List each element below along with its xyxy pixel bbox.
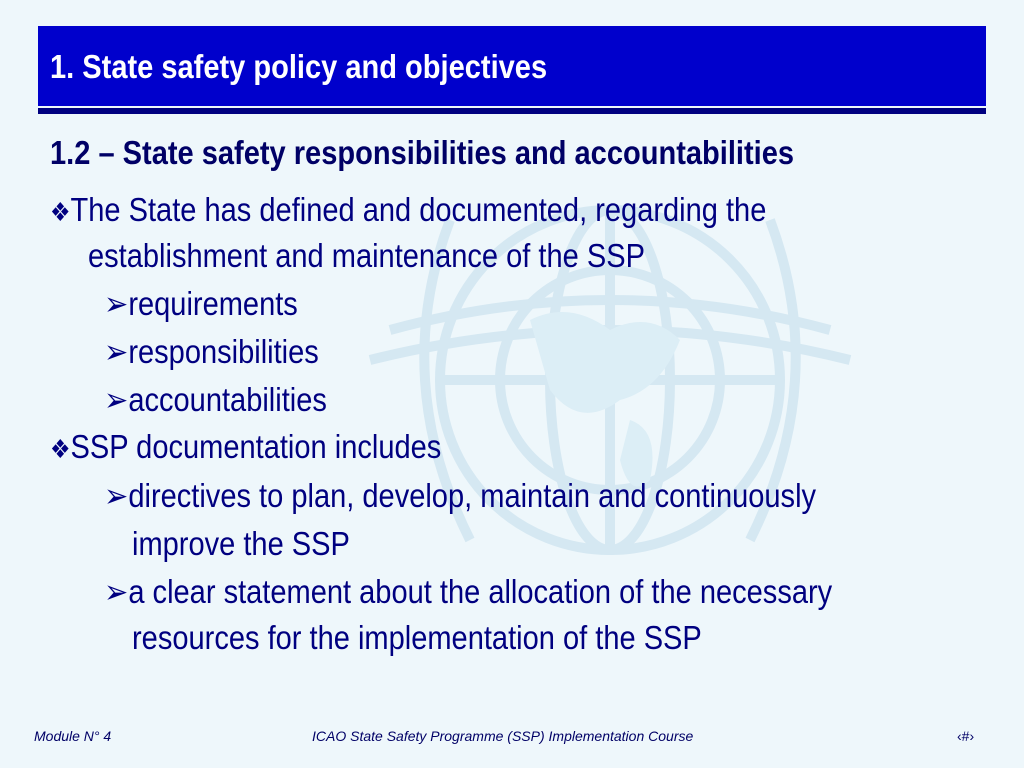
subitem-accountabilities: ➢accountabilities: [104, 381, 327, 418]
footer-page-number: ‹#›: [957, 728, 975, 744]
bullet-2: [50, 427, 441, 469]
subitem-requirements: ➢requirements: [104, 285, 298, 322]
subitem-responsibilities: ➢responsibilities: [104, 333, 319, 370]
bullet-1: [50, 190, 766, 232]
title-underline: [38, 108, 986, 114]
subitem-directives: ➢directives to plan, develop, maintain and continuously: [104, 477, 817, 514]
bullet-1-continuation: establishment and maintenance of the SSP: [88, 237, 645, 274]
footer-module: Module N° 4: [34, 728, 112, 744]
arrow-icon: ➢: [104, 477, 129, 514]
arrow-icon: ➢: [104, 285, 129, 322]
title-bar: [38, 26, 986, 106]
subitem-directives-continuation: improve the SSP: [132, 525, 350, 562]
arrow-icon: ➢: [104, 381, 129, 418]
footer-course: ICAO State Safety Programme (SSP) Implementation Course: [312, 728, 694, 744]
bullet-1-text: The State has defined and documented, regarding the: [70, 191, 767, 228]
slide-subtitle: 1.2 – State safety responsibilities and accountabilities: [50, 134, 795, 171]
subitem-statement: ➢a clear statement about the allocation of the necessary: [104, 573, 833, 610]
bullet-2-text: SSP documentation includes: [70, 428, 442, 465]
arrow-icon: ➢: [104, 333, 129, 370]
slide-title: 1. State safety policy and objectives: [50, 48, 548, 85]
subitem-statement-continuation: resources for the implementation of the SSP: [132, 619, 702, 656]
arrow-icon: ➢: [104, 573, 129, 610]
four-diamond-icon: ❖: [50, 197, 71, 227]
four-diamond-icon: ❖: [50, 434, 71, 464]
